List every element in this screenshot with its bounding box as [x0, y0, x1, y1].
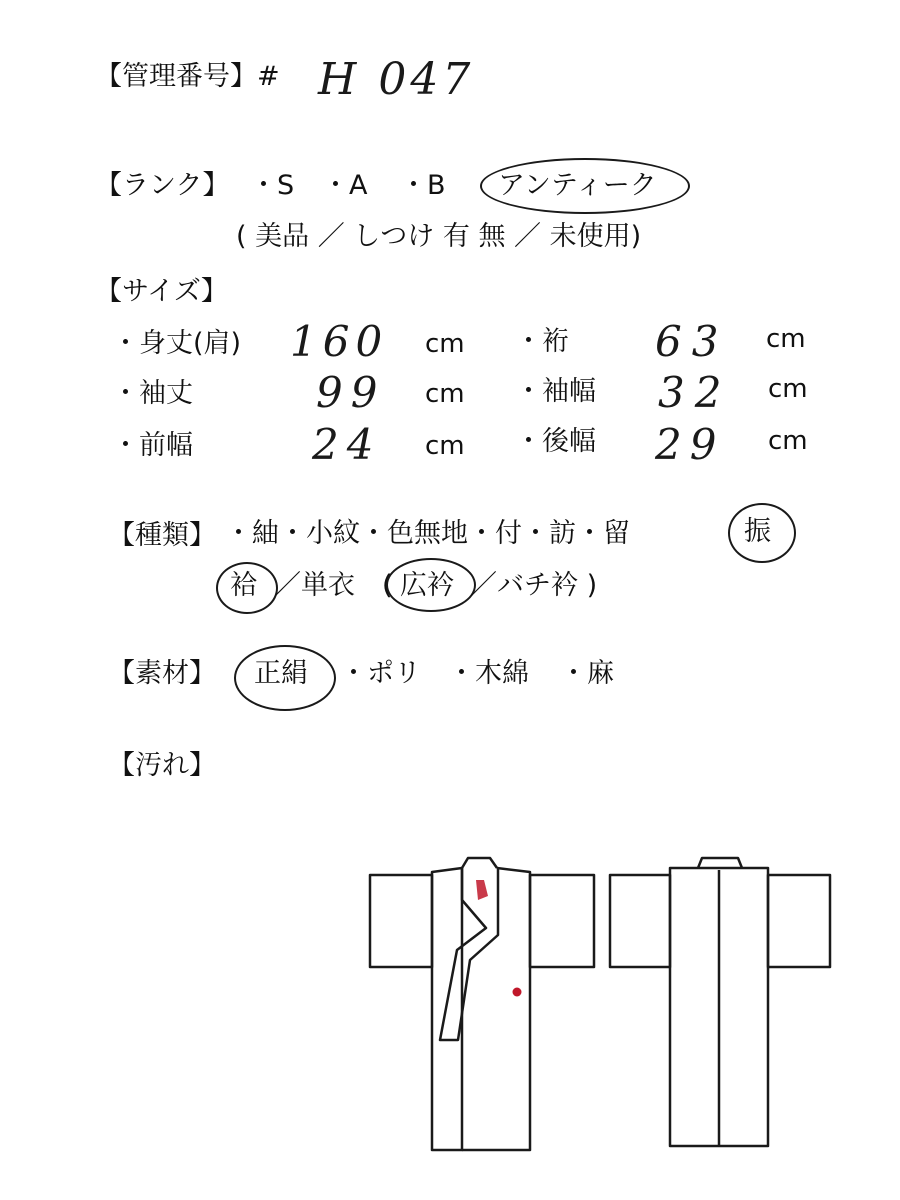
material-cotton: ・木綿	[448, 658, 529, 689]
stain-mark-body	[513, 988, 522, 997]
type-lined: 袷	[230, 570, 257, 601]
collar-other: ／バチ衿 )	[470, 570, 598, 601]
size-unit: cm	[425, 329, 465, 359]
management-label: 【管理番号】#	[95, 61, 280, 92]
size-label-maehaba: ・前幅	[112, 430, 193, 461]
rank-condition: ( 美品 ／ しつけ 有 無 ／ 未使用)	[236, 221, 642, 252]
front-collar-top	[462, 858, 497, 868]
back-collar	[698, 858, 742, 868]
rank-option-s: ・S	[250, 170, 295, 201]
size-unit: cm	[768, 374, 808, 404]
front-collar	[440, 868, 498, 1040]
size-label-sodehaba: ・袖幅	[515, 376, 596, 407]
size-value-maehaba: 24	[312, 420, 382, 469]
size-unit: cm	[766, 324, 806, 354]
size-label: 【サイズ】	[95, 276, 228, 307]
size-unit: cm	[768, 426, 808, 456]
type-selected: 振	[744, 516, 771, 547]
size-label-sodetake: ・袖丈	[112, 378, 193, 409]
type-label: 【種類】	[108, 520, 216, 551]
stain-label: 【汚れ】	[108, 750, 216, 781]
rank-option-a: ・A	[322, 170, 368, 201]
type-unlined: ／単衣	[274, 570, 355, 601]
material-poly: ・ポリ	[340, 658, 421, 689]
rank-selected: アンティーク	[498, 170, 657, 201]
size-label-mitake: ・身丈(肩)	[112, 328, 242, 359]
size-value-yuki: 63	[655, 317, 729, 366]
size-unit: cm	[425, 431, 465, 461]
front-left-sleeve	[370, 875, 432, 967]
size-value-sodehaba: 32	[658, 368, 732, 417]
material-linen: ・麻	[560, 658, 614, 689]
size-label-yuki: ・裄	[515, 326, 569, 357]
rank-option-b: ・B	[400, 170, 446, 201]
collar-selected: 広衿	[400, 570, 454, 601]
size-value-mitake: 160	[290, 317, 389, 366]
type-options: ・紬・小紋・色無地・付・訪・留	[225, 518, 630, 549]
material-selected: 正絹	[254, 658, 308, 689]
back-right-sleeve	[768, 875, 830, 967]
stain-mark-collar	[476, 880, 488, 900]
rank-label: 【ランク】	[95, 170, 230, 201]
type-paren-open: (	[382, 570, 393, 601]
material-label: 【素材】	[108, 658, 216, 689]
front-right-sleeve	[530, 875, 594, 967]
size-unit: cm	[425, 379, 465, 409]
size-label-ushirohaba: ・後幅	[515, 426, 596, 457]
management-number: H 047	[318, 54, 475, 105]
back-left-sleeve	[610, 875, 670, 967]
size-value-sodetake: 99	[316, 368, 386, 417]
size-value-ushirohaba: 29	[655, 420, 725, 469]
